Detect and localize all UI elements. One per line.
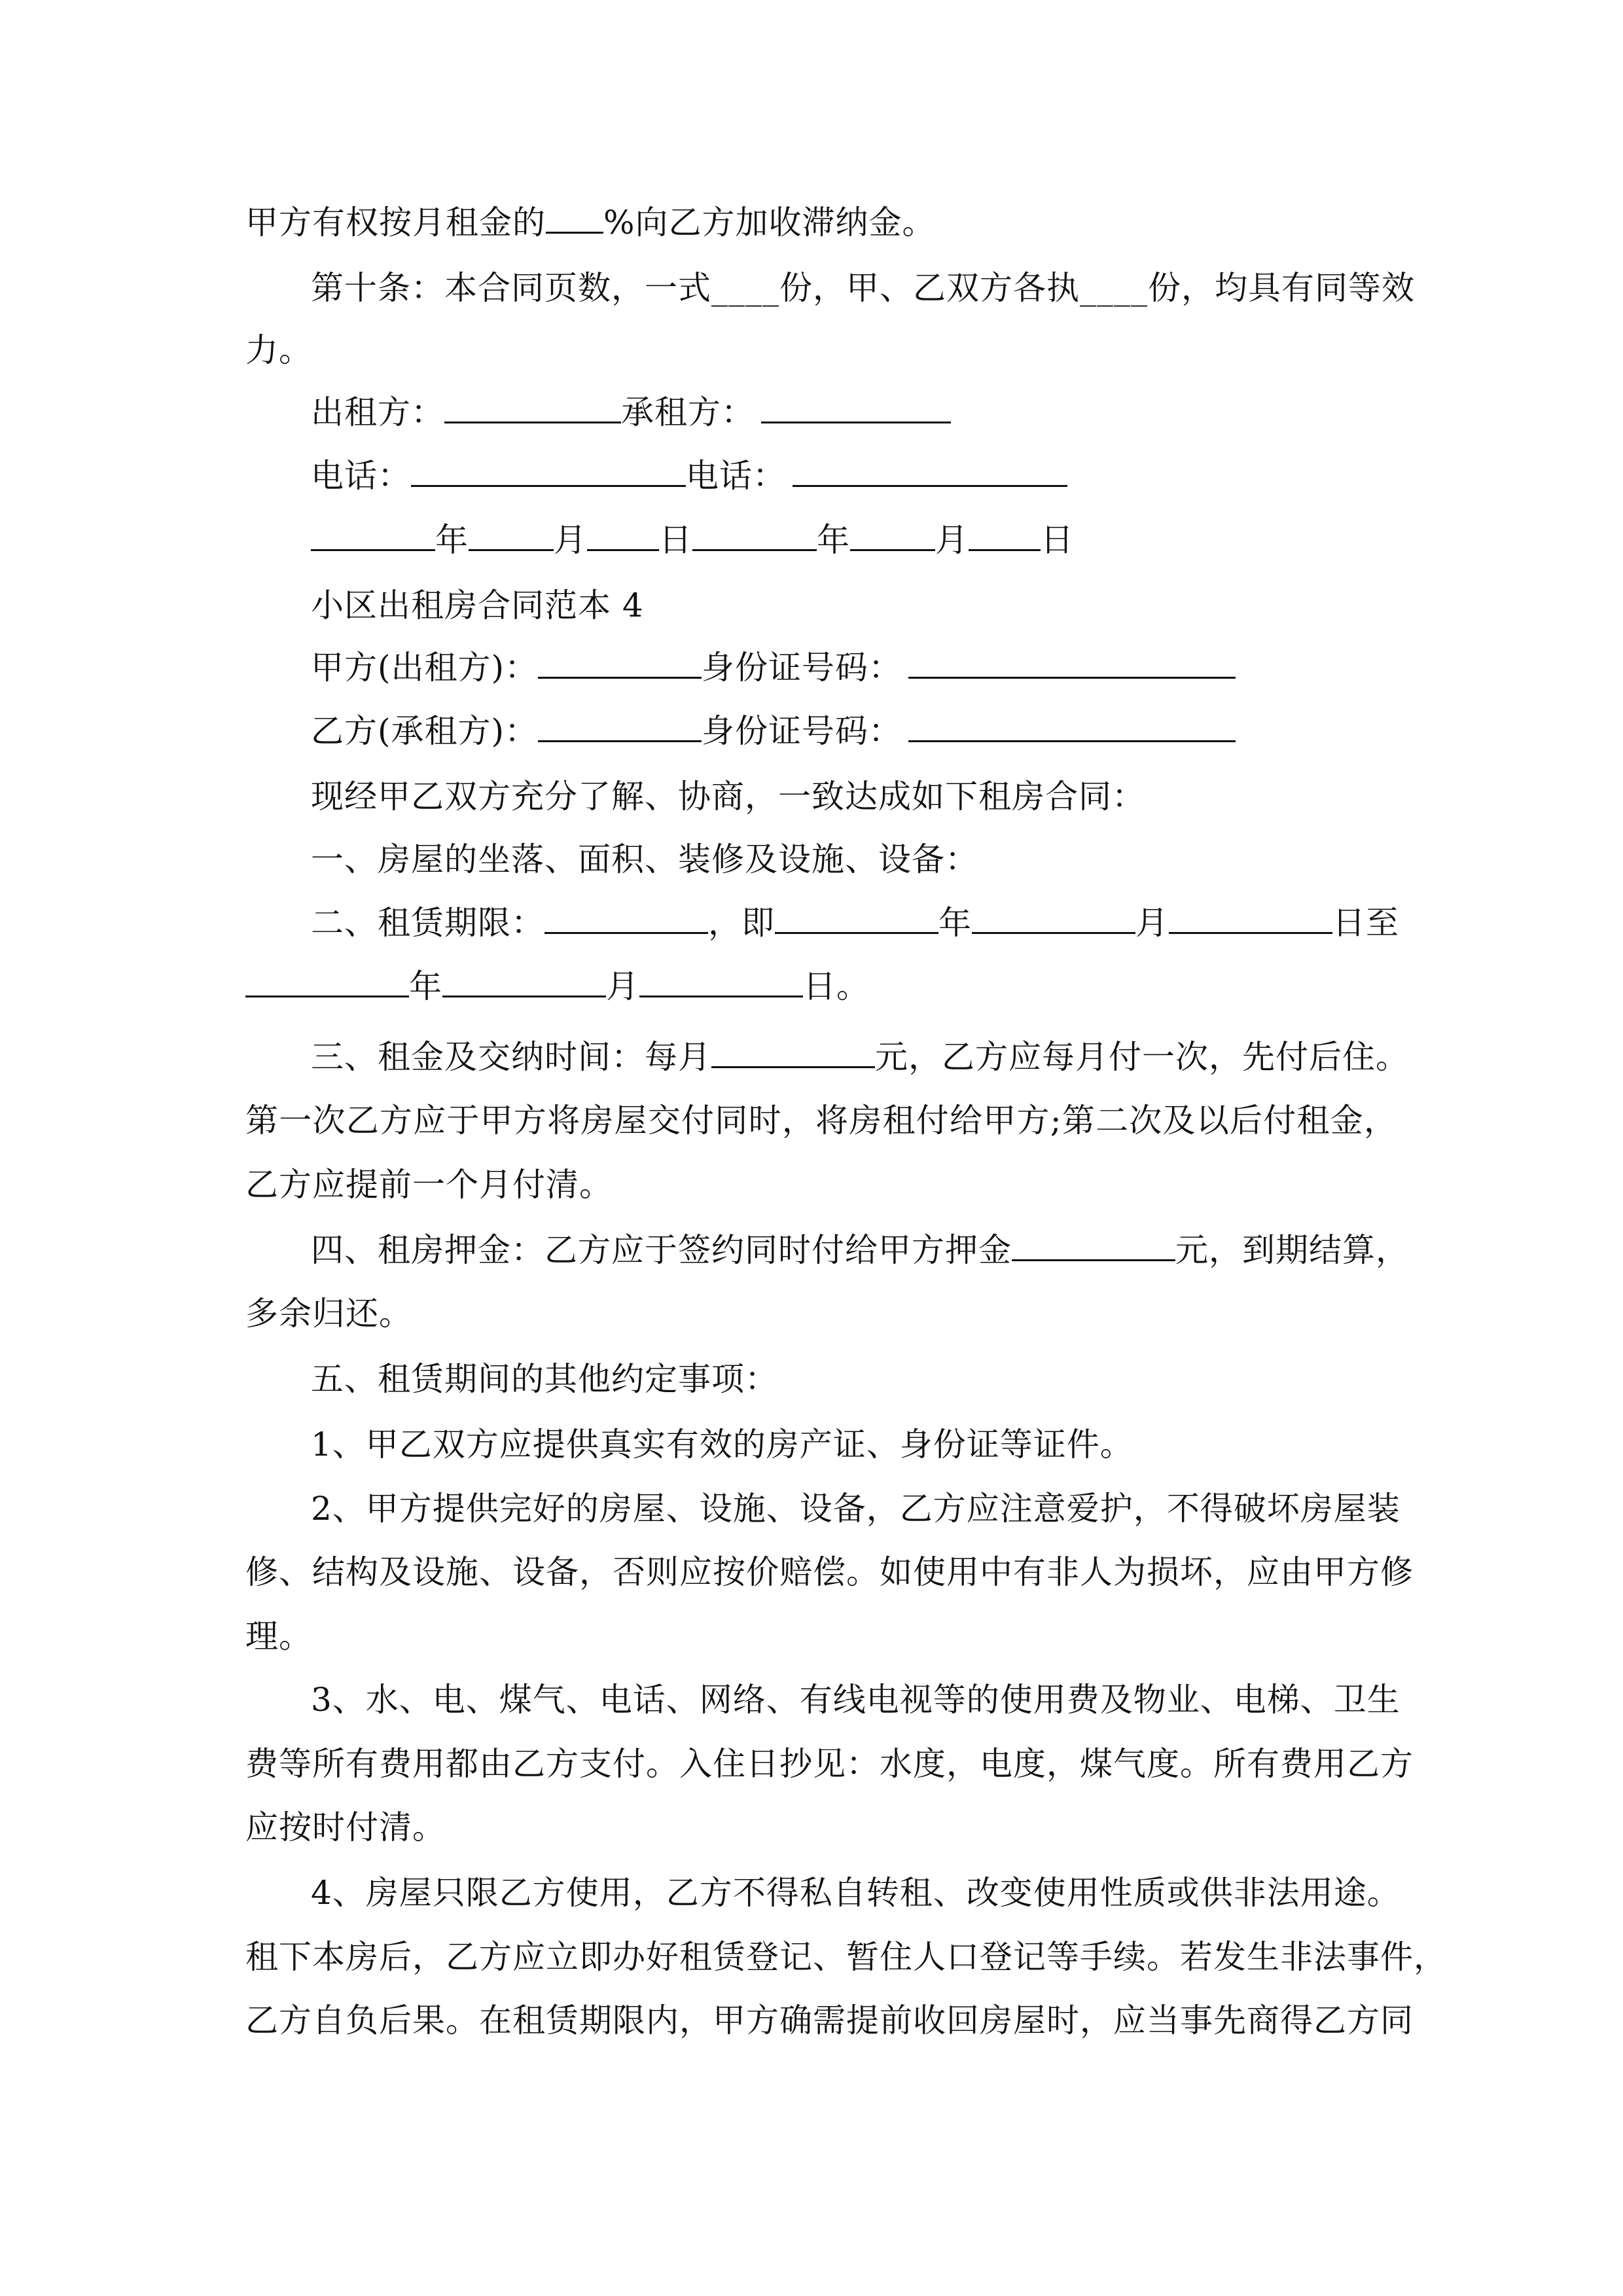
party-b-name-blank[interactable] bbox=[538, 711, 702, 742]
clause-4-line-3: 乙方自负后果。在租赁期限内，甲方确需提前收回房屋时，应当事先商得乙方同 bbox=[245, 2001, 1414, 2039]
late-fee-line bbox=[245, 203, 1397, 242]
clause-3-line-2: 费等所有费用都由乙方支付。入住日抄见：水度，电度，煤气度。所有费用乙方 bbox=[245, 1745, 1414, 1783]
lessor-year-blank[interactable] bbox=[311, 520, 435, 551]
lessor-phone-label: 电话： bbox=[311, 457, 411, 495]
lessor-label: 出租方： bbox=[311, 393, 444, 431]
party-b-id-label: 身份证号码： bbox=[702, 712, 902, 750]
month-label: 月 bbox=[935, 521, 969, 559]
day-end-label: 日。 bbox=[803, 967, 870, 1005]
lease-term-blank[interactable] bbox=[544, 903, 708, 934]
lessee-month-blank[interactable] bbox=[850, 520, 935, 551]
late-fee-text-a: 甲方有权按月租金的 bbox=[245, 204, 546, 242]
party-b-id-blank[interactable] bbox=[908, 711, 1236, 742]
signature-parties-line bbox=[311, 393, 1397, 432]
rent-label: 三、租金及交纳时间：每月 bbox=[311, 1038, 711, 1076]
start-day-blank[interactable] bbox=[1169, 903, 1332, 934]
lessee-phone-label: 电话： bbox=[686, 457, 786, 495]
clause-2-line-1: 2、甲方提供完好的房屋、设施、设备，乙方应注意爱护，不得破坏房屋装 bbox=[311, 1490, 1400, 1528]
year-label: 年 bbox=[435, 521, 469, 559]
lessee-day-blank[interactable] bbox=[969, 520, 1041, 551]
late-fee-text-b: %向乙方加收滞纳金。 bbox=[603, 204, 936, 242]
section-3-line-3: 乙方应提前一个月付清。 bbox=[245, 1166, 613, 1204]
deposit-blank[interactable] bbox=[1012, 1230, 1175, 1261]
deposit-label: 四、租房押金：乙方应于签约同时付给甲方押金 bbox=[311, 1231, 1012, 1269]
lessor-phone-blank[interactable] bbox=[411, 456, 686, 487]
end-day-blank[interactable] bbox=[639, 967, 803, 997]
clause-1: 1、甲乙双方应提供真实有效的房产证、身份证等证件。 bbox=[311, 1426, 1133, 1463]
party-a-label: 甲方(出租方)： bbox=[311, 649, 539, 687]
clause-4-line-2: 租下本房后，乙方应立即办好租赁登记、暂住人口登记等手续。若发生非法事件， bbox=[245, 1938, 1447, 1976]
year-label: 年 bbox=[938, 904, 972, 942]
lease-term-label: 二、租赁期限： bbox=[311, 904, 544, 942]
end-year-blank[interactable] bbox=[245, 967, 409, 997]
clause-2-line-2: 修、结构及设施、设备，否则应按价赔偿。如使用中有非人为损坏，应由甲方修 bbox=[245, 1553, 1414, 1591]
day-to-label: 日至 bbox=[1332, 904, 1399, 942]
clause-3-line-3: 应按时付清。 bbox=[245, 1808, 446, 1846]
intro-paragraph: 现经甲乙双方充分了解、协商，一致达成如下租房合同： bbox=[311, 778, 1145, 816]
lessor-day-blank[interactable] bbox=[587, 520, 659, 551]
lessee-label: 承租方： bbox=[621, 393, 755, 431]
party-b-line bbox=[311, 711, 1397, 751]
ji-label: ，即 bbox=[708, 904, 775, 942]
article-10-line-2: 力。 bbox=[245, 331, 312, 369]
start-month-blank[interactable] bbox=[972, 903, 1135, 934]
section-3-line-2: 第一次乙方应于甲方将房屋交付同时，将房租付给甲方;第二次及以后付租金， bbox=[245, 1102, 1397, 1139]
day-label: 日 bbox=[659, 521, 692, 559]
signature-phones-line bbox=[311, 456, 1397, 495]
party-a-id-label: 身份证号码： bbox=[702, 649, 902, 687]
party-a-line bbox=[311, 648, 1397, 687]
month-label: 月 bbox=[554, 521, 587, 559]
lessee-phone-blank[interactable] bbox=[793, 456, 1067, 487]
section-2-line-1 bbox=[311, 903, 1397, 942]
article-10-line-1: 第十条：本合同页数，一式____份，甲、乙双方各执____份，均具有同等效 bbox=[311, 269, 1415, 307]
section-3-line-1 bbox=[311, 1037, 1409, 1077]
start-year-blank[interactable] bbox=[775, 903, 938, 934]
late-fee-percent-blank[interactable] bbox=[546, 203, 603, 234]
rent-suffix: 元，乙方应每月付一次，先付后住。 bbox=[875, 1038, 1409, 1076]
signature-dates-line bbox=[311, 520, 1397, 560]
clause-2-line-3: 理。 bbox=[245, 1617, 312, 1655]
section-1-heading: 一、房屋的坐落、面积、装修及设施、设备： bbox=[311, 840, 978, 878]
section-4-line-1 bbox=[311, 1230, 1409, 1270]
lessor-month-blank[interactable] bbox=[469, 520, 554, 551]
year-label: 年 bbox=[817, 521, 850, 559]
party-b-label: 乙方(承租方)： bbox=[311, 712, 539, 750]
year-label: 年 bbox=[409, 967, 442, 1005]
contract-title: 小区出租房合同范本 4 bbox=[311, 586, 644, 624]
monthly-rent-blank[interactable] bbox=[711, 1037, 875, 1068]
end-month-blank[interactable] bbox=[442, 967, 606, 997]
deposit-suffix: 元，到期结算， bbox=[1175, 1231, 1409, 1269]
day-label: 日 bbox=[1041, 521, 1074, 559]
section-2-line-2 bbox=[245, 967, 1397, 1006]
lessee-year-blank[interactable] bbox=[692, 520, 817, 551]
clause-3-line-1: 3、水、电、煤气、电话、网络、有线电视等的使用费及物业、电梯、卫生 bbox=[311, 1681, 1400, 1719]
section-4-line-2: 多余归还。 bbox=[245, 1295, 412, 1333]
lessee-signature-blank[interactable] bbox=[761, 393, 951, 423]
clause-4-line-1: 4、房屋只限乙方使用，乙方不得私自转租、改变使用性质或供非法用途。 bbox=[311, 1874, 1400, 1912]
party-a-name-blank[interactable] bbox=[538, 648, 702, 679]
lessor-signature-blank[interactable] bbox=[444, 393, 621, 423]
party-a-id-blank[interactable] bbox=[908, 648, 1236, 679]
section-5-heading: 五、租赁期间的其他约定事项： bbox=[311, 1360, 778, 1398]
month-label: 月 bbox=[606, 967, 639, 1005]
month-label: 月 bbox=[1135, 904, 1169, 942]
